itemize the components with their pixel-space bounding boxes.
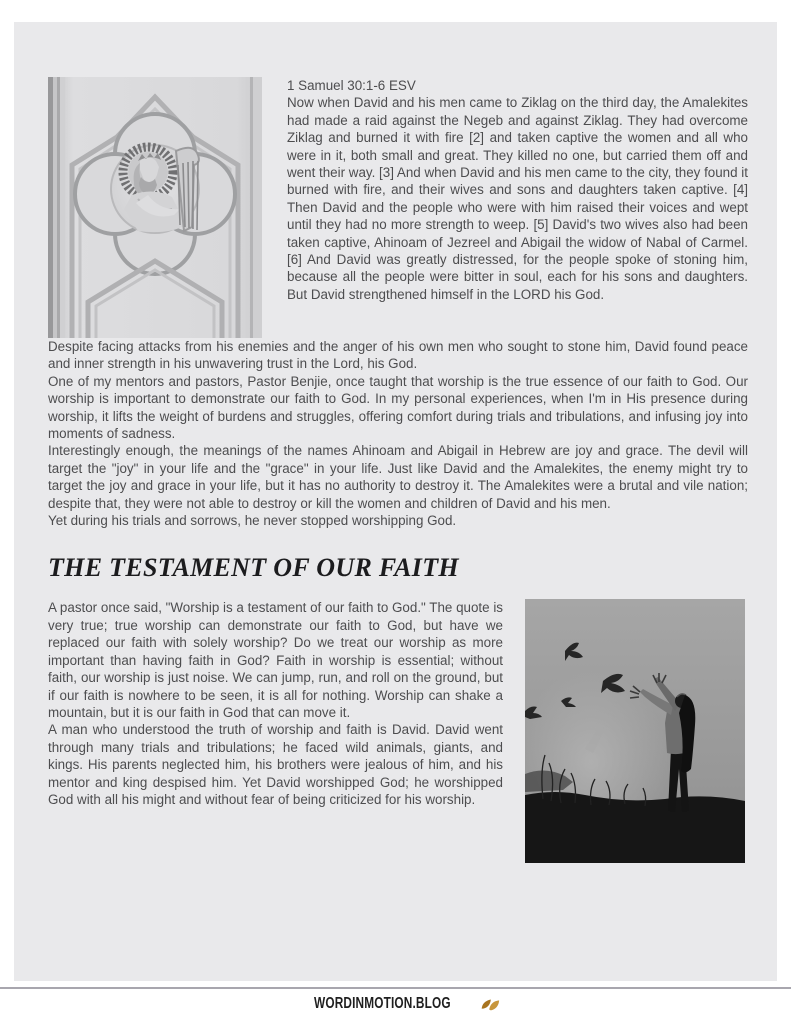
david-relief-illustration — [48, 77, 262, 338]
scripture-text-block — [287, 77, 748, 338]
woman-birds-image — [525, 599, 745, 863]
scripture-body: Now when David and his men came to Ziklag on the third day, the Amalekites had made a raid against the Negeb and against Ziklag. They had overcome Ziklag and burned it with fire [2] and taken captive the women and all who were in it, both small and great. They killed no one, but carried them off and went their way. [3] And when David and his men came to the city, they found it burned with fire, and their wives and sons and daughters taken captive. [4] Then David and the people who were with him raised their voices and wept until they had no more strength to weep. [5] David's two wives also had been taken captive, Ahinoam of Jezreel and Abigail the widow of Nabal of Carmel. [6] And David was greatly distressed, for the people spoke of stoning him, because all the people were bitter in soul, each for his sons and daughters. But David strengthened himself in the LORD his God. — [287, 95, 748, 302]
paragraph-despite: Despite facing attacks from his enemies and the anger of his own men who sought to stone him, David found peace and inner strength in his unwavering trust in the Lord, his God. — [48, 339, 748, 372]
paragraph-names: Interestingly enough, the meanings of the names Ahinoam and Abigail in Hebrew are joy and grace. The devil will target the "joy" in your life and the "grace" in your life. Just like David and the Amalekites, the enemy might try to target the joy and grace in your life, but it has no authority to destroy it. The Amalekites were a brutal and vile nation; despite that, they were not able to destroy or kill the women and children of David and his men. — [48, 443, 748, 511]
david-relief-image — [48, 77, 262, 338]
paragraph-mentors: One of my mentors and pastors, Pastor Benjie, once taught that worship is the true essence of our faith to God. Our worship is important to demonstrate our faith to God. In my personal experiences, when I'm in His presence during worship, it lifts the weight of burdens and struggles, offering comfort during trials and tribulations, and infusing joy into moments of sadness. — [48, 373, 748, 442]
scripture-section — [48, 77, 748, 338]
footer — [0, 995, 791, 1013]
faith-section — [48, 599, 748, 863]
faith-text-column — [48, 599, 503, 863]
article-card — [14, 22, 777, 981]
leaf-icon — [479, 997, 501, 1012]
paragraph-david-faith: A man who understood the truth of worship and faith is David. David went through many trials and tribulations; he faced wild animals, giants, and kings. His parents neglected him, his brothers were jealous of him, and his mentor and king despised him. Yet David worshipped God; he worshipped God with all his might and without fear of being criticized for his worship. — [48, 722, 503, 807]
footer-divider — [0, 987, 791, 989]
paragraph-yet: Yet during his trials and sorrows, he never stopped worshipping God. — [48, 513, 457, 529]
paragraph-pastor-quote: A pastor once said, "Worship is a testament of our faith to God." The quote is very true; true worship can demonstrate our faith to God, but have we replaced our faith with solely worship? Do we treat our worship as more important than having faith in God? Faith in worship is essential; without faith, our worship is just noise. We can jump, run, and roll on the ground, but if our faith is nowhere to be seen, it is all for nothing. Worship can shake a mountain, but it is our faith in God that can move it. — [48, 600, 503, 720]
scripture-reference: 1 Samuel 30:1-6 ESV — [287, 78, 416, 93]
section-heading: THE TESTAMENT OF OUR FAITH — [48, 553, 459, 583]
footer-brand-text: WORDINMOTION.BLOG — [314, 995, 451, 1012]
woman-birds-illustration — [525, 599, 745, 863]
